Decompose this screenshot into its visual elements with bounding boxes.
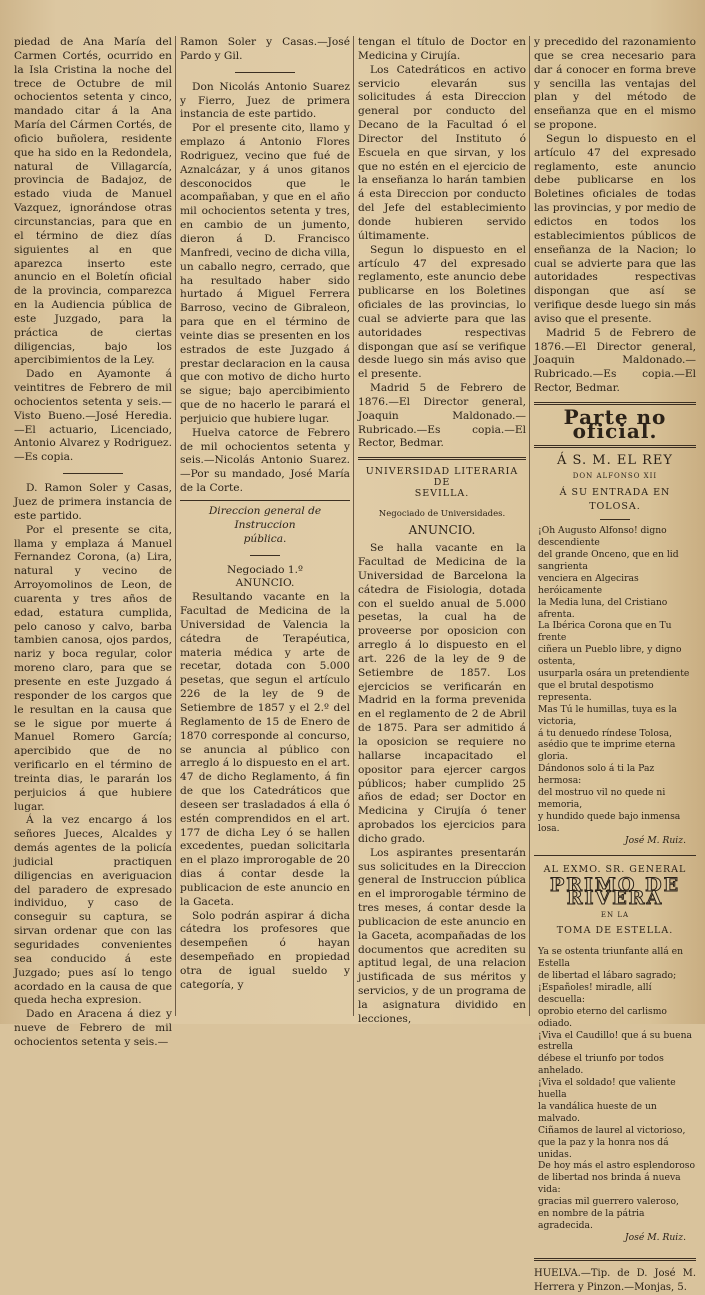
poem-line: La Ibérica Corona que en Tu frente: [538, 620, 672, 644]
anuncio-heading: ANUNCIO.: [235, 577, 295, 590]
poem-king: [534, 525, 696, 835]
poem-line: venciera en Algeciras heróicamente: [538, 572, 639, 596]
paragraph: Resultando vacante en la Facultad de Medicina de la Universidad de Valencia la cátedra de Terapéutica, materia médica y arte de recetar, dotada con 5.000 pesetas, que segun el artículo 226 de la ley de 9 de Setiembre de 1857 y el 2.º del Reglamento de 15 de Enero de 1870 corresponde al concurso, se anuncia al público con arreglo á lo dispuesto en el art. 47 de dicho Reglamento, á fin de que los Catedráticos que deseen ser trasladados á ella ó estén comprendidos en el art. 177 de dicha Ley ó se hallen excedentes, puedan solicitarla en el plazo improrogable de 20 dias á contar desde la publicacion de este anuncio en la Gaceta.: [180, 591, 350, 908]
poem-line: que la paz y la honra nos dá unidas.: [538, 1136, 669, 1160]
separator: [250, 555, 280, 556]
poem-general: [534, 946, 696, 1232]
poem-title: TOMA DE ESTELLA.: [556, 925, 674, 937]
poem-line: Mas Tú le humillas, tuya es la victoria,: [538, 703, 677, 727]
column-2: [180, 36, 350, 993]
poem-line: y hundido quede bajo inmensa losa.: [538, 810, 681, 834]
poem-dedication: Á S. M. EL REY: [557, 452, 673, 468]
poem-general-name: PRIMO DE RIVERA: [549, 873, 681, 910]
separator: [600, 519, 630, 520]
poem-signature: José M. Ruiz.: [624, 1231, 686, 1243]
poem-line: de libertad nos brinda á nueva vida:: [538, 1172, 681, 1196]
section-heading: pública.: [243, 532, 287, 545]
separator: [180, 500, 350, 501]
paragraph: Segun lo dispuesto en el artículo 47 del expresado reglamento, este anuncio debe publicarse en los Boletines oficiales de todas las provincias, y por medio de edictos en todos los establecimientos públicos de enseñanza de la Nacion; lo cual se advierte para que las autoridades respectivas dispongan que así se verifique desde luego sin más aviso que el presente.: [534, 132, 696, 325]
poem-line: gracias mil guerrero valeroso,: [538, 1196, 679, 1208]
separator: [534, 445, 696, 448]
poem-line: Dándonos solo á ti la Paz hermosa:: [538, 763, 655, 787]
paragraph: D. Ramon Soler y Casas, Juez de primera instancia de este partido.: [14, 482, 172, 522]
separator: [534, 855, 696, 856]
separator: [534, 1258, 696, 1261]
column-rule: [353, 36, 354, 1016]
paragraph: Por el presente cito, llamo y emplazo á Antonio Flores Rodriguez, vecino que fué de Aznalcázar, y á unos gitanos desconocidos que le acompañaban, y que en el año mil ochocientos setenta y tres, en cambio de un jumento, dieron á D. Francisco Manfredi, vecino de dicha villa, un caballo negro, cerrado, que ha resultado haber sido hurtado á Miguel Ferrera Barroso, vecino de Gibraleon, para que en el término de veinte dias se presenten en los estrados de este Juzgado á prestar declaracion en la causa que con motivo de dicho hurto se sigue; bajo apercibimiento que de no hacerlo le parará el perjuicio que hubiere lugar.: [180, 122, 350, 425]
column-4: [534, 36, 696, 1295]
section-heading: UNIVERSIDAD LITERARIA DE: [365, 466, 519, 489]
poem-line: á tu denuedo ríndese Tolosa,: [538, 727, 673, 739]
poem-line: que el brutal despotismo representa.: [538, 679, 654, 703]
poem-line: Ciñamos de laurel al victorioso,: [538, 1124, 686, 1136]
paragraph: Los aspirantes presentarán sus solicitudes en la Direccion general de Instruccion pública en el improrogable término de tres meses, á contar desde la publicacion de este anuncio en la Gaceta, acompañadas de los documentos que acrediten su aptitud legal, de una relacion justificada de sus méritos y servicios, y de un programa de la asignatura dividido en lecciones,: [358, 846, 526, 1025]
poem-subtitle: DON ALFONSO XII: [572, 472, 658, 481]
paragraph: Los Catedráticos en activo servicio elevarán sus solicitudes á esta Direccion general por conducto del Decano de la Facultad ó el Director del Instituto ó Escuela en que sirvan, y los que no estén en el ejercicio de la enseñanza lo harán tambien á esta Direccion por conducto del Jefe del establecimiento donde hubieren servido últimamente.: [358, 63, 526, 242]
separator: [235, 72, 295, 73]
anuncio-heading: ANUNCIO.: [408, 523, 476, 538]
column-1: [14, 36, 172, 1050]
paragraph: tengan el título de Doctor en Medicina y Cirujía.: [358, 36, 526, 62]
paragraph: Por el presente se cita, llama y emplaza á Manuel Fernandez Corona, (a) Lira, natural y vecino de Arroyomolinos de Leon, de cuarenta y tres años de edad, estatura cumplida, pelo canoso y calvo, barba tambien canosa, ojos pardos, nariz y boca regular, color moreno claro, para que se presente en este Juzgado á responder de los cargos que le resultan en la causa que se le sigue por muerte á Manuel Romero García; apercibido que de no verificarlo en el término de treinta dias, le pararán los perjuicios á que hubiere lugar.: [14, 523, 172, 813]
poem-line: asédio que te imprime eterna gloria.: [538, 739, 676, 763]
poem-line: oprobio eterno del carlismo odiado.: [538, 1005, 667, 1029]
section-title: Parte no oficial.: [563, 404, 667, 443]
separator: [63, 473, 123, 474]
poem-title: Á SU ENTRADA EN TOLOSA.: [559, 487, 671, 513]
paragraph: Solo podrán aspirar á dicha cátedra los profesores que desempeñen ó hayan desempeñado en propiedad otra de igual sueldo y categoría, y: [180, 909, 350, 991]
paragraph: Segun lo dispuesto en el artículo 47 del expresado reglamento, este anuncio debe publicarse en los Boletines oficiales de las provincias, lo cual se advierte para que las autoridades respectivas dispongan que así se verifique desde luego sin más aviso que el presente.: [358, 243, 526, 381]
poem-line: ¡Viva el soldado! que valiente huella: [538, 1077, 676, 1101]
paragraph: Ramon Soler y Casas.—José Pardo y Gil.: [180, 36, 350, 62]
poem-line: ¡Viva el Caudillo! que á su buena estrella: [538, 1029, 692, 1053]
printer-imprint: HUELVA.—Tip. de D. José M. Herrera y Pinzon.—Monjas, 5.: [534, 1267, 696, 1293]
paragraph: Huelva catorce de Febrero de mil ochocientos setenta y seis.—Nicolás Antonio Suarez.—Por su mandado, José María de la Corte.: [180, 426, 350, 495]
paragraph: Madrid 5 de Febrero de 1876.—El Director general, Joaquin Maldonado.—Rubricado.—Es copia.—El Rector, Bedmar.: [534, 326, 696, 395]
paragraph: Á la vez encargo á los señores Jueces, Alcaldes y demás agentes de la policía judicial practiquen diligencias en averiguacion del paradero de expresado individuo, y caso de conseguir su captura, se sirvan ordenar que con las seguridades convenientes sea conducido á este Juzgado; pues así lo tengo acordado en la causa de que queda hecha expresion.: [14, 814, 172, 1007]
poem-line: ciñera un Pueblo libre, y digno ostenta,: [538, 644, 682, 668]
poem-line: De hoy más el astro esplendoroso: [538, 1160, 696, 1172]
poem-line: la Media luna, del Cristiano afrenta.: [538, 596, 668, 620]
paragraph: y precedido del razonamiento que se crea necesario para dar á conocer en forma breve y sencilla las ventajas del plan y del método de enseñanza que en el mismo se propone.: [534, 36, 696, 132]
paragraph: Madrid 5 de Febrero de 1876.—El Director general, Joaquin Maldonado.—Rubricado.—Es copia.—El Rector, Bedmar.: [358, 382, 526, 450]
poem-line: en nombre de la pátria agradecida.: [538, 1208, 645, 1231]
section-heading: SEVILLA.: [414, 488, 470, 500]
poem-signature: José M. Ruiz.: [624, 834, 686, 846]
poem-line: de libertad el lábaro sagrado;: [538, 969, 677, 981]
column-rule: [529, 36, 530, 1016]
column-3: [358, 36, 526, 1027]
paragraph: Se halla vacante en la Facultad de Medicina de la Universidad de Barcelona la cátedra de Fisiologia, dotada con el sueldo anual de 5.000 pesetas, la cual ha de proveerse por oposicion con arreglo á lo dispuesto en el art. 226 de la ley de 9 de Setiembre de 1857. Los ejercicios se verificarán en Madrid en la forma prevenida en el reglamento de 2 de Abril de 1875. Para ser admitido á la oposicion se requiere no hallarse incapacitado el opositor para ejercer cargos públicos; haber cumplido 25 años de edad; ser Doctor en Medicina y Cirujía ó tener aprobados los ejercicios para dicho grado.: [358, 542, 526, 845]
paragraph: Dado en Aracena á diez y nueve de Febrero de mil ochocientos setenta y seis.—: [14, 1008, 172, 1048]
separator: [358, 457, 526, 460]
poem-line: débese el triunfo por todos anhelado.: [538, 1053, 664, 1077]
paragraph: Don Nicolás Antonio Suarez y Fierro, Juez de primera instancia de este partido.: [180, 80, 350, 121]
poem-line: del grande Onceno, que en lid sangrienta: [538, 548, 679, 572]
paragraph: piedad de Ana María del Carmen Cortés, ocurrido en la Isla Cristina la noche del trece de Octubre de mil ochocientos setenta y cinco, mandado citar á la Ana María del Cármen Cortés, de oficio buñolera, residente que ha sido en la Redondela, natural de Villagarcía, provincia de Badajoz, de estado viuda de Manuel Vazquez, ignorándose otras circunstancias, para que en el término de diez días siguientes al en que aparezca inserto este anuncio en el Boletín oficial de la provincia, comparezca en la Audiencia pública de este Juzgado, para la práctica de ciertas diligencias, bajo los apercibimientos de la Ley.: [14, 36, 172, 367]
poem-dedication: AL EXMO. SR. GENERAL: [543, 863, 687, 875]
negociado-label: Negociado 1.º: [227, 563, 303, 576]
paragraph: Dado en Ayamonte á veintitres de Febrero de mil ochocientos setenta y seis.—Visto Bueno.—José Heredia.—El actuario, Licenciado, Antonio Alvarez y Rodriguez.—Es copia.: [14, 368, 172, 464]
poem-subtitle: EN LA: [600, 911, 630, 920]
poem-line: la vandálica hueste de un malvado.: [538, 1100, 657, 1124]
poem-line: usurparla osára un pretendiente: [538, 668, 690, 680]
negociado-label: Negociado de Universidades.: [378, 509, 506, 520]
poem-line: ¡Oh Augusto Alfonso! digno descendiente: [538, 525, 667, 549]
poem-line: del mostruo vil no quede ni memoria,: [538, 787, 666, 810]
column-rule: [175, 36, 176, 1016]
section-heading: Direccion general de Instruccion: [208, 505, 322, 531]
poem-line: Ya se ostenta triunfante allá en Estella: [538, 946, 684, 970]
poem-line: ¡Españoles! miradle, allí descuella:: [538, 981, 652, 1005]
